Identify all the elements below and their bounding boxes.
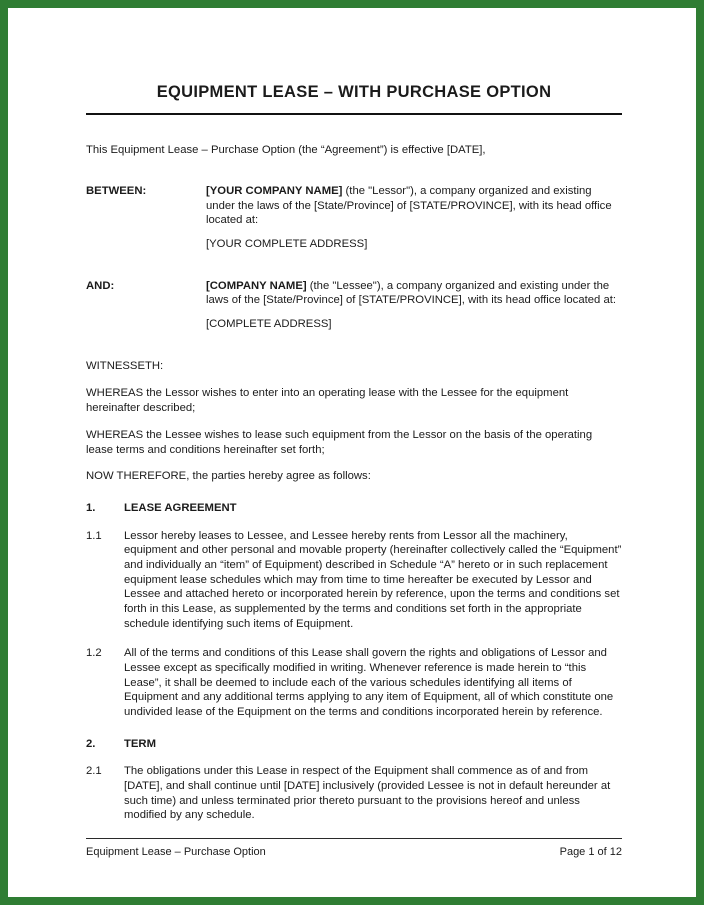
footer-page-number: Page 1 of 12 xyxy=(559,845,622,858)
party-and-label: AND: xyxy=(86,279,115,292)
lessee-company-name: [COMPANY NAME] xyxy=(206,279,307,292)
party-between xyxy=(86,184,622,228)
party-and xyxy=(86,279,622,308)
clause-2-1-number: 2.1 xyxy=(86,765,102,778)
lessee-address: [COMPLETE ADDRESS] xyxy=(206,318,332,331)
clause-2-1-text: The obligations under this Lease in respect of the Equipment shall commence as of and from [DATE], and shall continue until [DATE] inclusively (provided Lessee is not in default hereunder at such time) and unless terminated prior thereto pursuant to the provisions hereof and unless modified by any schedule. xyxy=(124,765,611,822)
party-between-label: BETWEEN: xyxy=(86,185,147,198)
section-1-heading xyxy=(86,501,622,516)
party-and-body xyxy=(206,279,622,308)
clause-1-2 xyxy=(86,646,622,719)
section-2-heading xyxy=(86,737,622,752)
clause-1-2-number: 1.2 xyxy=(86,647,102,660)
document-page xyxy=(8,8,696,897)
clause-1-1-number: 1.1 xyxy=(86,529,102,542)
clause-1-1-text: Lessor hereby leases to Lessee, and Lessee hereby rents from Lessor all the machinery, equipment and other personal and movable property (hereinafter collectively called the “Equipment” and individually an “item” of Equipment) described in Schedule “A” hereto or in such replacement equipment lease schedules which may from time to time hereafter be executed by Lessor and Lessee and attached hereto or incorporated herein by reference, upon the terms and conditions set forth in this Lease, as supplemented by the terms and conditions set forth in the appropriate schedule identifying such items of Equipment. xyxy=(124,529,622,630)
section-2-title: TERM xyxy=(124,737,157,750)
section-1-title: LEASE AGREEMENT xyxy=(124,501,237,514)
clause-1-2-text: All of the terms and conditions of this Lease shall govern the rights and obligations of Lessor and Lessee except as specifically modified in writing. Whenever reference is made herein to “this Lease”, it shall be deemed to include each of the various schedules identifying all items of Equipment and any additional terms applying to any item of Equipment, all of which constitute one undivided lease of the Equipment on the terms and conditions incorporated herein by reference. xyxy=(124,647,614,718)
witnesseth-label: WITNESSETH: xyxy=(86,359,164,372)
footer-document-name: Equipment Lease – Purchase Option xyxy=(86,845,266,858)
now-therefore-paragraph: NOW THEREFORE, the parties hereby agree as follows: xyxy=(86,470,371,483)
section-2-number: 2. xyxy=(86,737,96,750)
section-1-number: 1. xyxy=(86,501,96,514)
party-between-text: (the "Lessor"), a company organized and existing under the laws of the [State/Province] of [STATE/PROVINCE], with its head office located at: xyxy=(206,185,612,227)
recital-lessee: WHEREAS the Lessee wishes to lease such equipment from the Lessor on the basis of the operating lease terms and conditions hereinafter set forth; xyxy=(86,428,593,456)
clause-1-1 xyxy=(86,529,622,632)
lessor-company-name: [YOUR COMPANY NAME] xyxy=(206,185,343,198)
lessor-address: [YOUR COMPLETE ADDRESS] xyxy=(206,238,368,251)
page-footer xyxy=(86,838,622,859)
document-title: EQUIPMENT LEASE – WITH PURCHASE OPTION xyxy=(86,82,622,115)
party-between-body xyxy=(206,184,622,228)
intro-paragraph: This Equipment Lease – Purchase Option (the “Agreement”) is effective [DATE], xyxy=(86,144,486,157)
clause-2-1 xyxy=(86,764,622,823)
party-and-text: (the "Lessee"), a company organized and existing under the laws of the [State/Province] of [STATE/PROVINCE], with its head office located at: xyxy=(206,279,617,307)
recital-lessor: WHEREAS the Lessor wishes to enter into an operating lease with the Lessee for the equipment hereinafter described; xyxy=(86,387,569,415)
